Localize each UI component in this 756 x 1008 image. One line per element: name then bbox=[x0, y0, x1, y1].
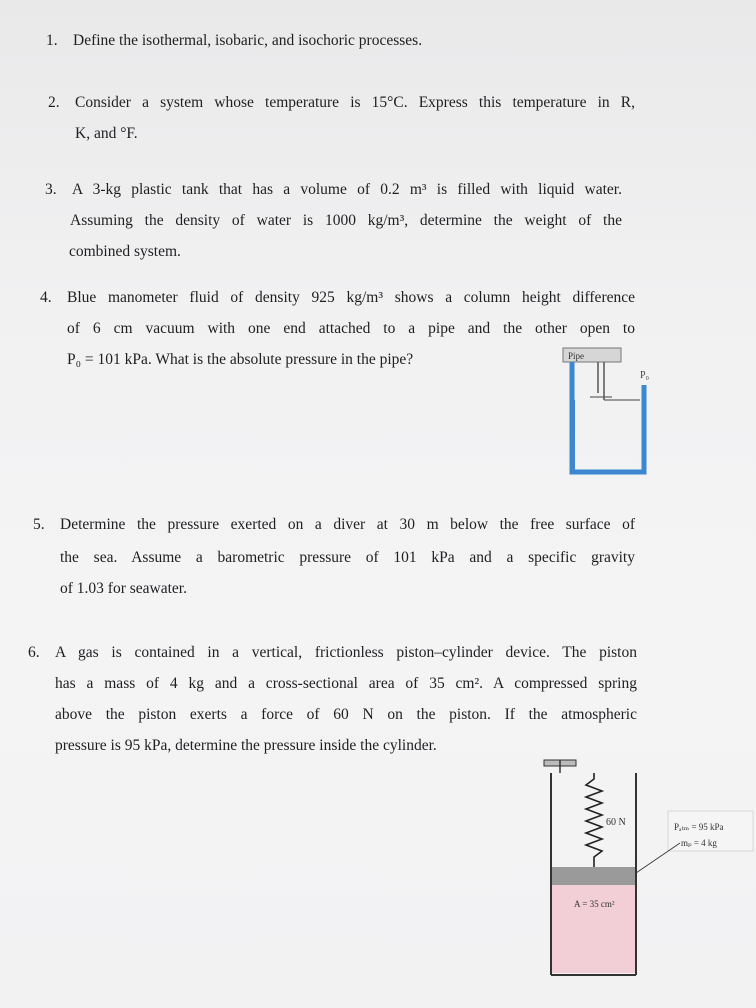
spring bbox=[586, 773, 602, 867]
u-tube bbox=[572, 362, 644, 472]
question-text-line: has a mass of 4 kg and a cross-sectional area of 35 cm². A compressed spring bbox=[55, 675, 637, 692]
force-label: 60 N bbox=[606, 817, 626, 828]
question-number: 3. bbox=[45, 181, 57, 198]
piston-cylinder-figure bbox=[540, 755, 755, 985]
question-text-line: Assuming the density of water is 1000 kg/m³, determine the weight of the bbox=[70, 212, 622, 229]
question-text-line: above the piston exerts a force of 60 N on the piston. If the atmospheric bbox=[55, 706, 637, 723]
question-text-line: of 1.03 for seawater. bbox=[60, 580, 187, 597]
question-number: 6. bbox=[28, 644, 40, 661]
piston bbox=[552, 867, 635, 885]
question-text-line: Consider a system whose temperature is 15°C. Express this temperature in R, bbox=[75, 94, 635, 111]
p0-label: P₀ bbox=[640, 370, 650, 381]
pipe-label: Pipe bbox=[568, 351, 585, 361]
question-text-line: Blue manometer fluid of density 925 kg/m³ shows a column height difference bbox=[67, 289, 635, 306]
question-text-line: A gas is contained in a vertical, frictionless piston–cylinder device. The piston bbox=[55, 644, 637, 661]
patm-label: Pₐₜₘ = 95 kPa bbox=[674, 822, 724, 832]
manometer-figure bbox=[560, 345, 670, 485]
u-tube-inner bbox=[572, 405, 644, 472]
manometer-fluid-left bbox=[570, 400, 575, 472]
question-text-line: of 6 cm vacuum with one end attached to a pipe and the other open to bbox=[67, 320, 635, 337]
question-text-line: the sea. Assume a barometric pressure of 101 kPa and a specific gravity bbox=[60, 549, 635, 566]
question-text-line: pressure is 95 kPa, determine the pressure inside the cylinder. bbox=[55, 737, 437, 754]
question-text-line: Define the isothermal, isobaric, and isochoric processes. bbox=[73, 32, 423, 49]
mass-pointer bbox=[636, 843, 680, 873]
question-text-line: K, and °F. bbox=[75, 125, 138, 142]
question-text-line: Determine the pressure exerted on a diver at 30 m below the free surface of bbox=[60, 516, 635, 533]
question-number: 5. bbox=[33, 516, 45, 533]
question-text-line: A 3-kg plastic tank that has a volume of 0.2 m³ is filled with liquid water. bbox=[72, 181, 622, 198]
question-text-line: P₀ = 101 kPa. What is the absolute pressure in the pipe? bbox=[67, 351, 414, 368]
area-label: A = 35 cm² bbox=[574, 899, 615, 909]
question-number: 4. bbox=[40, 289, 52, 306]
question-number: 1. bbox=[46, 32, 58, 49]
question-text-line: combined system. bbox=[69, 243, 181, 260]
question-number: 2. bbox=[48, 94, 60, 111]
mass-label: mₚ = 4 kg bbox=[681, 838, 717, 848]
